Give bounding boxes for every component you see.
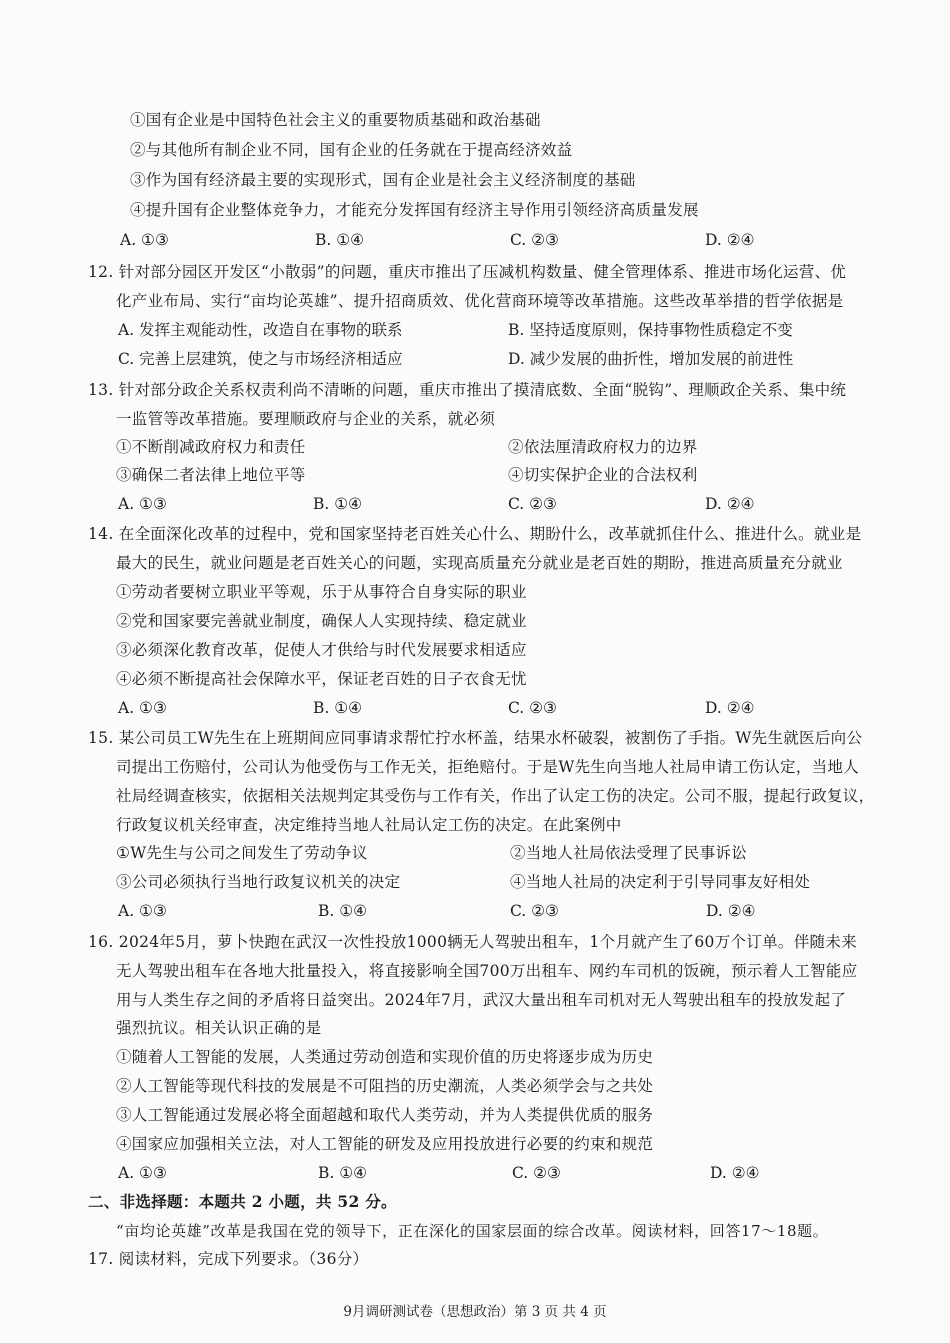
q13-option-a: A. ①③ [118,495,167,513]
q14-statement-3: ③必须深化教育改革，促使人才供给与时代发展要求相适应 [116,641,527,659]
q15-statement-2: ②当地人社局依法受理了民事诉讼 [510,844,748,862]
q14-statement-1: ①劳动者要树立职业平等观，乐于从事符合自身实际的职业 [116,583,527,601]
q14-statement-4: ④必须不断提高社会保障水平，保证老百姓的日子衣食无忧 [116,670,527,688]
q11-statement-2: ②与其他所有制企业不同，国有企业的任务就在于提高经济效益 [130,141,573,159]
q16-option-b: B. ①④ [318,1164,368,1182]
q13-stem-line-2: 一监管等改革措施。要理顺政府与企业的关系，就必须 [116,410,496,428]
q12-stem-line-2: 化产业布局、实行“亩均论英雄”、提升招商质效、优化营商环境等改革措施。这些改革举措的哲学依据是 [116,292,844,310]
q11-option-d: D. ②④ [705,231,755,249]
q16-stem-line-2: 无人驾驶出租车在各地大批量投入，将直接影响全国700万出租车、网约车司机的饭碗，预示着人工智能应 [116,962,858,980]
q13-option-c: C. ②③ [508,495,557,513]
q11-option-c: C. ②③ [510,231,559,249]
q13-option-b: B. ①④ [313,495,363,513]
q12-option-b: B. 坚持适度原则，保持事物性质稳定不变 [508,321,793,339]
q13-option-d: D. ②④ [705,495,755,513]
q16-option-a: A. ①③ [118,1164,167,1182]
q12-option-a: A. 发挥主观能动性，改造自在事物的联系 [118,321,403,339]
q14-option-b: B. ①④ [313,699,363,717]
q16-option-d: D. ②④ [710,1164,760,1182]
q11-option-b: B. ①④ [315,231,365,249]
q14-option-a: A. ①③ [118,699,167,717]
q16-stem-line-3: 用与人类生存之间的矛盾将日益突出。2024年7月，武汉大量出租车司机对无人驾驶出租车的投放发起了 [116,991,847,1009]
q15-stem-line-1: 15. 某公司员工W先生在上班期间应同事请求帮忙拧水杯盖，结果水杯破裂，被割伤了手指。W先生就医后向公 [88,729,863,747]
q13-statement-3: ③确保二者法律上地位平等 [116,466,306,484]
q15-option-b: B. ①④ [318,902,368,920]
q16-stem-line-4: 强烈抗议。相关认识正确的是 [116,1019,322,1037]
q11-statement-4: ④提升国有企业整体竞争力，才能充分发挥国有经济主导作用引领经济高质量发展 [130,201,699,219]
q14-stem-line-1: 14. 在全面深化改革的过程中，党和国家坚持老百姓关心什么、期盼什么，改革就抓住什么、推进什么。就业是 [88,525,862,543]
q16-statement-1: ①随着人工智能的发展，人类通过劳动创造和实现价值的历史将逐步成为历史 [116,1048,654,1066]
q15-statement-1: ①W先生与公司之间发生了劳动争议 [116,844,368,862]
q16-statement-3: ③人工智能通过发展必将全面超越和取代人类劳动，并为人类提供优质的服务 [116,1106,654,1124]
q11-statement-3: ③作为国有经济最主要的实现形式，国有企业是社会主义经济制度的基础 [130,171,636,189]
q15-statement-4: ④当地人社局的决定利于引导同事友好相处 [510,873,811,891]
q15-option-d: D. ②④ [706,902,756,920]
q12-stem-line-1: 12. 针对部分园区开发区“小散弱”的问题，重庆市推出了压减机构数量、健全管理体系、推进市场化运营、优 [88,263,847,281]
section-2-intro: “亩均论英雄”改革是我国在党的领导下，正在深化的国家层面的综合改革。阅读材料，回答17～18题。 [116,1222,829,1240]
q11-statement-1: ①国有企业是中国特色社会主义的重要物质基础和政治基础 [130,111,541,129]
q12-option-d: D. 减少发展的曲折性，增加发展的前进性 [508,350,794,368]
q15-statement-3: ③公司必须执行当地行政复议机关的决定 [116,873,401,891]
q14-option-d: D. ②④ [705,699,755,717]
q16-option-c: C. ②③ [512,1164,561,1182]
q15-stem-line-3: 社局经调查核实，依据相关法规判定其受伤与工作有关，作出了认定工伤的决定。公司不服，提起行政复议， [116,787,875,805]
q14-stem-line-2: 最大的民生，就业问题是老百姓关心的问题，实现高质量充分就业是老百姓的期盼，推进高质量充分就业 [116,554,843,572]
section-2-heading: 二、非选择题：本题共 2 小题，共 52 分。 [88,1192,397,1211]
q16-statement-2: ②人工智能等现代科技的发展是不可阻挡的历史潮流，人类必须学会与之共处 [116,1077,654,1095]
q13-statement-2: ②依法厘清政府权力的边界 [508,438,698,456]
q15-option-c: C. ②③ [510,902,559,920]
page-footer: 9月调研测试卷（思想政治）第 3 页 共 4 页 [343,1304,607,1320]
q12-option-c: C. 完善上层建筑，使之与市场经济相适应 [118,350,403,368]
q15-stem-line-2: 司提出工伤赔付，公司认为他受伤与工作无关，拒绝赔付。于是W先生向当地人社局申请工伤认定，当地人 [116,758,860,776]
q14-statement-2: ②党和国家要完善就业制度，确保人人实现持续、稳定就业 [116,612,527,630]
q16-stem-line-1: 16. 2024年5月，萝卜快跑在武汉一次性投放1000辆无人驾驶出租车，1个月就产生了60万个订单。伴随未来 [88,933,857,951]
q16-statement-4: ④国家应加强相关立法，对人工智能的研发及应用投放进行必要的约束和规范 [116,1135,654,1153]
q13-stem-line-1: 13. 针对部分政企关系权责利尚不清晰的问题，重庆市推出了摸清底数、全面“脱钩”、理顺政企关系、集中统 [88,381,847,399]
q15-stem-line-4: 行政复议机关经审查，决定维持当地人社局认定工伤的决定。在此案例中 [116,816,622,834]
q17-heading: 17. 阅读材料，完成下列要求。（36分） [88,1250,369,1268]
q11-option-a: A. ①③ [120,231,169,249]
q13-statement-1: ①不断削减政府权力和责任 [116,438,306,456]
q14-option-c: C. ②③ [508,699,557,717]
q15-option-a: A. ①③ [118,902,167,920]
q13-statement-4: ④切实保护企业的合法权利 [508,466,698,484]
